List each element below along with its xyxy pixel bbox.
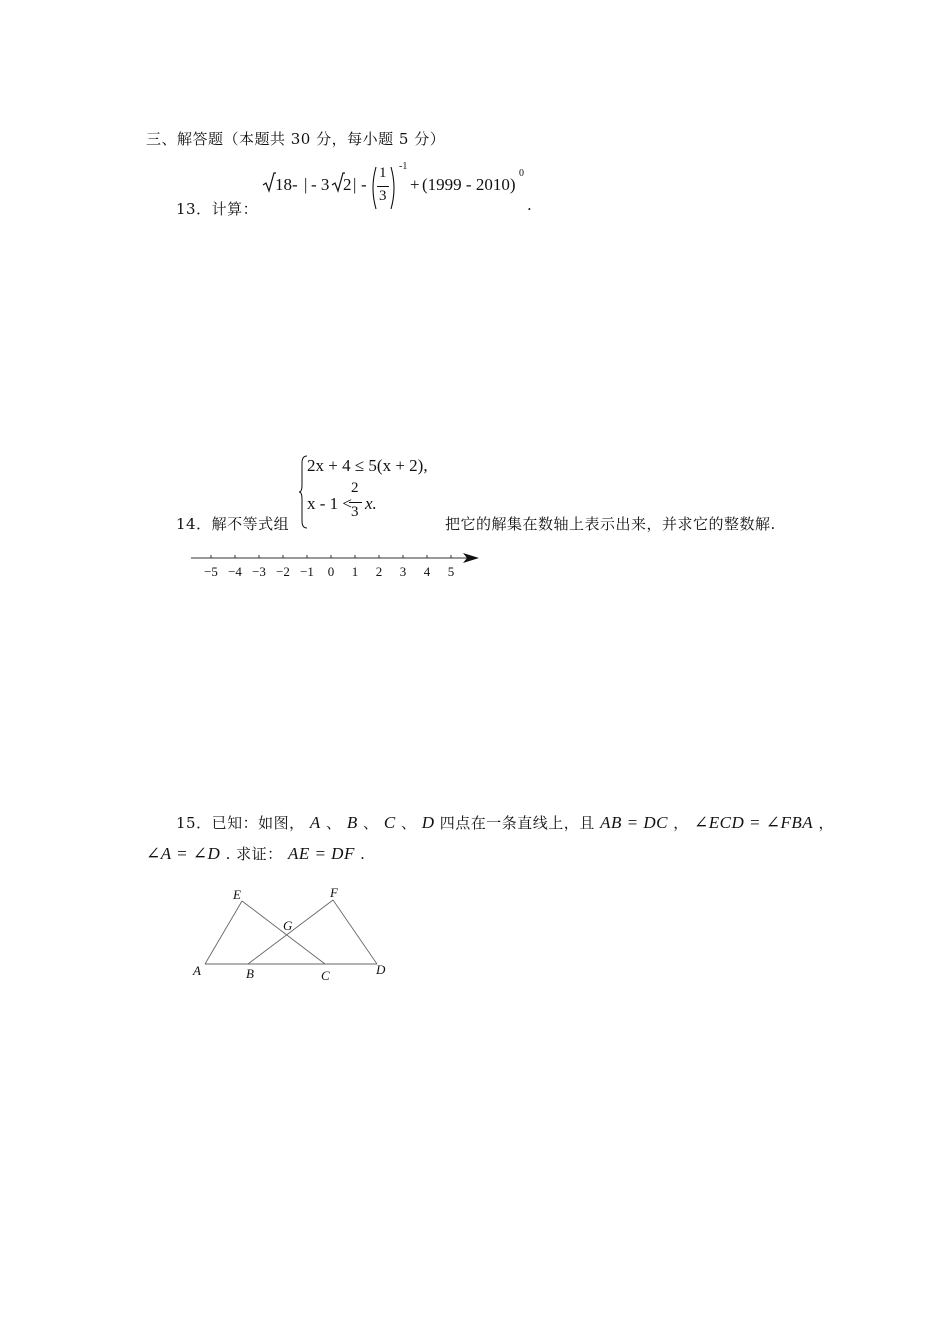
number-line-tick-label: 1 bbox=[351, 564, 359, 579]
q13-plus: + bbox=[410, 175, 420, 194]
q15-sep-2: 、 bbox=[363, 814, 379, 832]
q15-condition-1: AB = DC bbox=[600, 813, 668, 832]
q13-abs-open: | bbox=[304, 175, 308, 194]
q13-power-1: -1 bbox=[399, 161, 408, 172]
number-line bbox=[185, 548, 485, 588]
number-line-tick-label: 4 bbox=[423, 564, 431, 579]
section-heading: 三、解答题（本题共 30 分，每小题 5 分） bbox=[146, 130, 446, 148]
q13-sqrt-arg-1: 18 bbox=[275, 175, 292, 194]
number-line-tick-label: 0 bbox=[327, 564, 335, 579]
q14-inequality-2-left: x - 1 < bbox=[307, 494, 352, 513]
q15-point-A: A bbox=[309, 813, 321, 832]
q13-end-period: . bbox=[527, 196, 533, 214]
segment-AE bbox=[205, 901, 242, 964]
figure-label-A: A bbox=[193, 963, 201, 978]
q13-paren-expr: (1999 - 2010) bbox=[422, 175, 516, 194]
q14-inequality-2-den: 3 bbox=[351, 504, 359, 520]
q13-sqrt-arg-2: 2 bbox=[343, 175, 352, 194]
number-line-tick-label: −5 bbox=[204, 564, 218, 579]
q14-instruction: 把它的解集在数轴上表示出来，并求它的整数解. bbox=[445, 515, 776, 533]
q13-expression bbox=[262, 161, 532, 214]
q15-condition-3: ∠A = ∠D bbox=[146, 844, 221, 863]
q15-condition-2: ∠ECD = ∠FBA bbox=[694, 813, 814, 832]
number-line-tick-label: 3 bbox=[399, 564, 407, 579]
q13-frac-bar bbox=[377, 186, 389, 187]
q14-inequality-2-bar bbox=[349, 502, 362, 503]
figure-label-G: G bbox=[283, 918, 293, 933]
q15-goal: AE = DF bbox=[287, 844, 355, 863]
number-line-tick-label: 5 bbox=[447, 564, 455, 579]
q14-inequality-1: 2x + 4 ≤ 5(x + 2), bbox=[307, 456, 428, 475]
number-line-tick-label: −3 bbox=[252, 564, 266, 579]
q15-sep-1: 、 bbox=[326, 814, 342, 832]
q13-minus-2: - bbox=[361, 175, 367, 194]
figure-label-D: D bbox=[376, 962, 386, 977]
figure-label-C: C bbox=[321, 968, 330, 983]
q15-comma-1: ， bbox=[673, 814, 689, 832]
q13-neg-three: - 3 bbox=[311, 175, 330, 194]
number-line-tick-label: −2 bbox=[276, 564, 290, 579]
geometry-figure bbox=[190, 882, 400, 987]
q15-number: 15．已知：如图， bbox=[176, 814, 305, 832]
number-line-tick-label: −1 bbox=[300, 564, 314, 579]
q15-point-C: C bbox=[383, 813, 396, 832]
q14-inequality-2-num: 2 bbox=[351, 480, 359, 496]
figure-label-B: B bbox=[246, 966, 254, 981]
q14-number: 14．解不等式组 bbox=[176, 515, 290, 533]
figure-label-E: E bbox=[233, 887, 241, 902]
segment-FD bbox=[333, 900, 377, 964]
q15-line-2 bbox=[146, 843, 365, 864]
q13-minus-1: - bbox=[292, 175, 298, 194]
q15-mid-text: 四点在一条直线上，且 bbox=[439, 814, 595, 832]
q15-point-B: B bbox=[346, 813, 358, 832]
q13-big-paren-left bbox=[369, 166, 377, 210]
q15-comma-2: ， bbox=[818, 814, 834, 832]
q13-number: 13．计算： bbox=[176, 200, 259, 218]
q13-big-paren-right bbox=[390, 166, 398, 210]
q13-frac-den: 3 bbox=[379, 188, 387, 204]
q13-power-0: 0 bbox=[519, 168, 524, 179]
q15-sep-3: 、 bbox=[400, 814, 417, 832]
figure-label-F: F bbox=[330, 885, 338, 900]
number-line-tick-label: 2 bbox=[375, 564, 383, 579]
q13-frac-num: 1 bbox=[379, 165, 387, 181]
q15-point-D: D bbox=[421, 813, 435, 832]
q13-sqrt-sign-1 bbox=[262, 172, 276, 194]
q15-prove-label: . 求证： bbox=[225, 845, 283, 863]
q13-abs-close: | bbox=[353, 175, 357, 194]
q15-end-period: . bbox=[360, 845, 366, 863]
number-line-tick-label: −4 bbox=[228, 564, 242, 579]
q15-line-1 bbox=[176, 812, 834, 833]
q14-inequality-2-right: x. bbox=[365, 494, 377, 513]
